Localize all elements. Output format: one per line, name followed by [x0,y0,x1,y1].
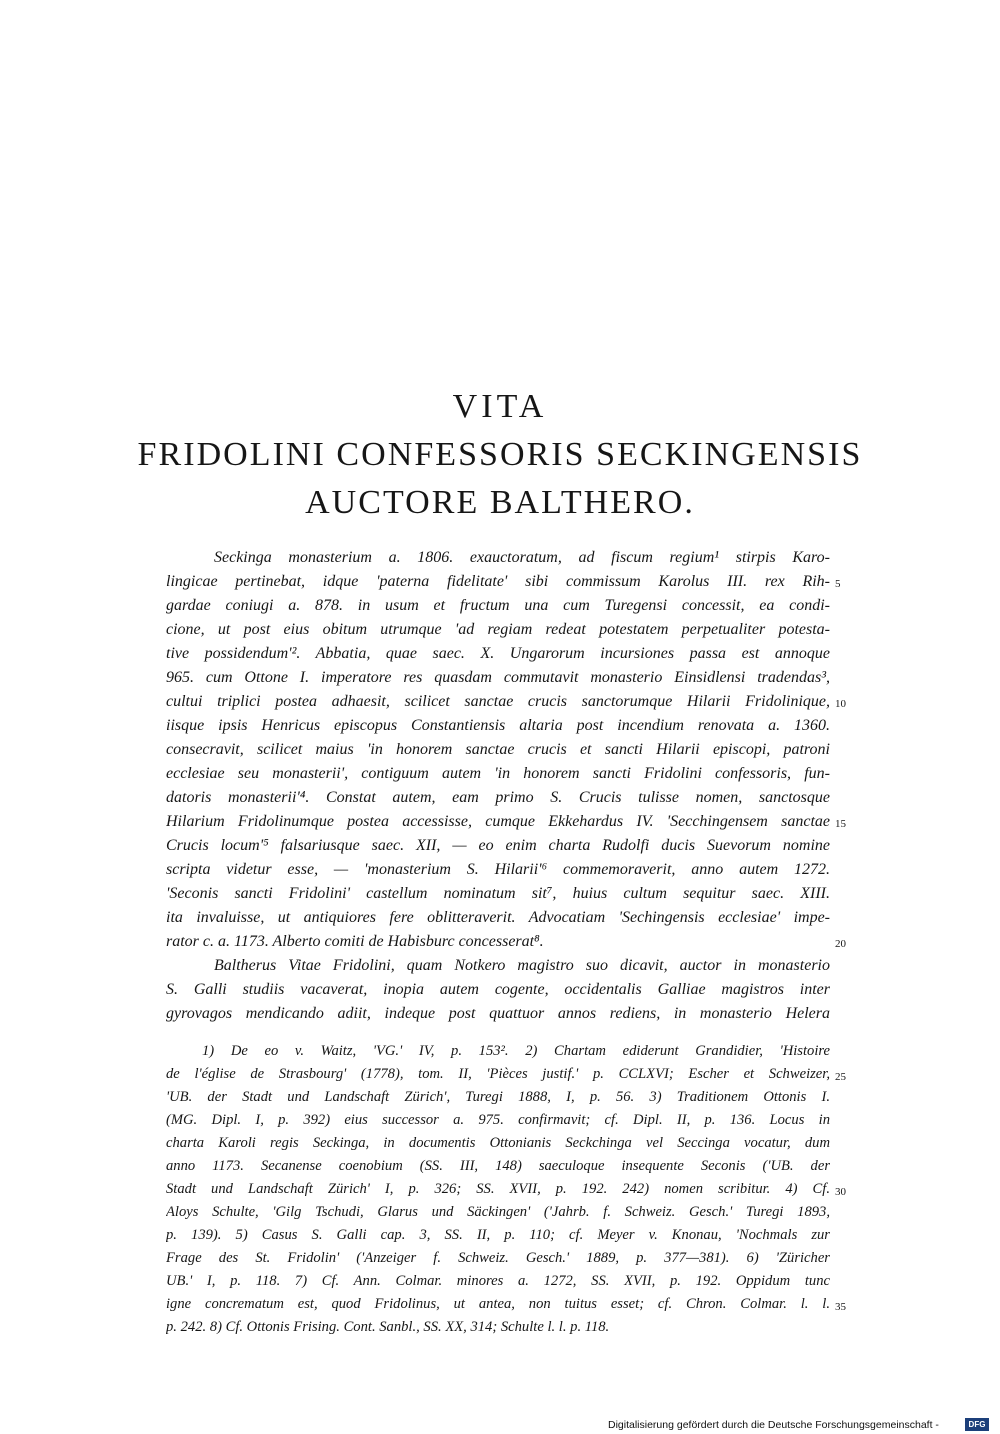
footnote-line: charta Karoli regis Seckinga, in documentis Ottonianis Seckchinga vel Seccinga vocatur, dum [166,1135,830,1151]
body-line: rator c. a. 1173. Alberto comiti de Habisburc concesserat⁸. [166,933,544,950]
body-line: Crucis locum'⁵ falsariusque saec. XII, — eo enim charta Rudolfi ducis Suevorum nomine [166,837,830,854]
body-line: ecclesiae seu monasterii', contiguum autem 'in honorem sancti Fridolini confessoris, fun- [166,765,830,782]
body-line: S. Galli studiis vacaverat, inopia autem cogente, occidentalis Galliae magistros inter [166,981,830,998]
body-line: gyrovagos mendicando adiit, indeque post quattuor annos rediens, in monasterio Helera [166,1005,830,1022]
body-line: datoris monasterii'⁴. Constat autem, eam primo S. Crucis tulisse nomen, sanctosque [166,789,830,806]
body-line: tive possidendum'². Abbatia, quae saec. X. Ungarorum incursiones passa est annoque [166,645,830,662]
line-number: 10 [835,698,846,710]
footnote-line: Aloys Schulte, 'Gilg Tschudi, Glarus und Säckingen' ('Jahrb. f. Schweiz. Gesch.' Turegi 1893, [166,1204,830,1220]
dfg-logo: DFG [965,1418,989,1431]
body-line: ita invaluisse, ut antiquiores fere oblitteraverit. Advocatiam 'Sechingensis ecclesiae' impe- [166,909,830,926]
line-number: 15 [835,818,846,830]
line-number: 25 [835,1071,846,1083]
body-line: cultui triplici postea adhaesit, scilicet sanctae crucis sanctorumque Hilarii Fridolinique, [166,693,830,710]
body-line: 'Seconis sancti Fridolini' castellum nominatum sit⁷, huius cultum sequitur saec. XIII. [166,885,830,902]
body-line: consecravit, scilicet maius 'in honorem sanctae crucis et sancti Hilarii episcopi, patroni [166,741,830,758]
footnote-line: 1) De eo v. Waitz, 'VG.' IV, p. 153². 2) Chartam ediderunt Grandidier, 'Histoire [202,1043,830,1059]
title-line-1: VITA [452,388,548,425]
dfg-credit-text: Digitalisierung gefördert durch die Deutsche Forschungsgemeinschaft - [608,1419,939,1431]
title-line-3: AUCTORE BALTHERO. [305,484,695,521]
footnote-line: Stadt und Landschaft Zürich' I, p. 326; SS. XVII, p. 192. 242) nomen scribitur. 4) Cf. [166,1181,830,1197]
line-number: 35 [835,1301,846,1313]
line-number: 20 [835,938,846,950]
footnote-line: de l'église de Strasbourg' (1778), tom. II, 'Pièces justif.' p. CCLXVI; Escher et Schweizer, [166,1066,830,1082]
footnote-line: anno 1173. Secanense coenobium (SS. III, 148) saeculoque insequente Seconis ('UB. der [166,1158,830,1174]
body-line: iisque ipsis Henricus episcopus Constantiensis altaria post incendium renovata a. 1360. [166,717,830,734]
body-line: gardae coniugi a. 878. in usum et fructum una cum Turegensi concessit, ea condi- [166,597,830,614]
footnote-line: 'UB. der Stadt und Landschaft Zürich', Turegi 1888, I, p. 56. 3) Traditionem Ottonis I. [166,1089,830,1105]
footnote-line: p. 242. 8) Cf. Ottonis Frising. Cont. Sanbl., SS. XX, 314; Schulte l. l. p. 118. [166,1319,610,1335]
line-number: 30 [835,1186,846,1198]
body-line: 965. cum Ottone I. imperatore res quasdam commutavit monasterio Einsidlensi tradendas³, [166,669,830,686]
footnote-line: UB.' I, p. 118. 7) Cf. Ann. Colmar. minores a. 1272, SS. XVII, p. 192. Oppidum tunc [166,1273,830,1289]
body-line: Baltherus Vitae Fridolini, quam Notkero magistro suo dicavit, auctor in monasterio [214,957,830,974]
body-line: lingicae pertinebat, idque 'paterna fidelitate' sibi commissum Karolus III. rex Rih- [166,573,830,590]
footnote-line: (MG. Dipl. I, p. 392) eius successor a. 975. confirmavit; cf. Dipl. II, p. 136. Locus in [166,1112,830,1128]
title-line-2: FRIDOLINI CONFESSORIS SECKINGENSIS [137,436,863,473]
footnote-line: Frage des St. Fridolin' ('Anzeiger f. Schweiz. Gesch.' 1889, p. 377—381). 6) 'Züricher [166,1250,830,1266]
body-line: Seckinga monasterium a. 1806. exauctoratum, ad fiscum regium¹ stirpis Karo- [214,549,830,566]
body-line: scripta videtur esse, — 'monasterium S. Hilarii'⁶ commemoraverit, anno autem 1272. [166,861,830,878]
line-number: 5 [835,578,841,590]
footnote-line: p. 139). 5) Casus S. Galli cap. 3, SS. II, p. 110; cf. Meyer v. Knonau, 'Nochmals zur [166,1227,830,1243]
body-line: cione, ut post eius obitum utrumque 'ad regiam redeat potestatem perpetualiter potesta- [166,621,830,638]
footnote-line: igne concrematum est, quod Fridolinus, ut antea, non tuitus esset; cf. Chron. Colmar. l. l. [166,1296,830,1312]
body-line: Hilarium Fridolinumque postea accessisse, cumque Ekkehardus IV. 'Secchingensem sanctae [166,813,830,830]
